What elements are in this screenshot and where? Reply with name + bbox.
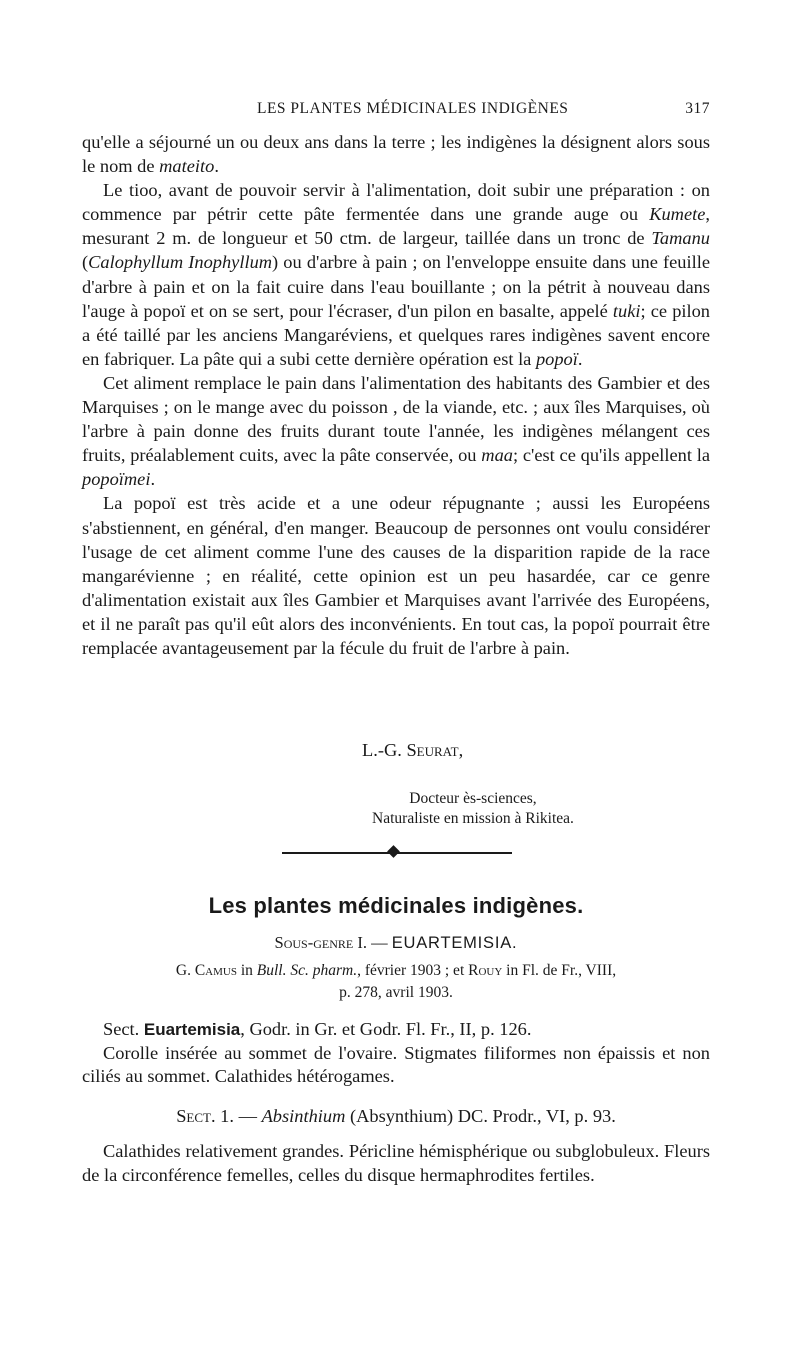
paragraph-2-text-d: ) ou d'arbre à pain ; on l'enveloppe ensuite dans une feuille d'arbre à pain et on la fait cuire dans l'eau bouillante ; on la pétrit à nouveau dans l'auge à popoï et on se sert, pour l'écraser, d'un pilon en basalte, appelé [82, 252, 710, 321]
term-mateito: mateito [159, 156, 215, 177]
paragraph-3-text-a: Cet aliment remplace le pain dans l'alimentation des habitants des Gambier et des Marquises ; on le mange avec du poisson , de la viande, etc. ; aux îles Marquises, où l'arbre à pain donne des fruits durant toute l'année, les indigènes mélangent ces fruits, préalablement cuits, avec la pâte conservée, ou [82, 372, 710, 466]
sect-heading [82, 1018, 710, 1042]
page-number: 317 [685, 100, 710, 117]
subgenus-label: Sous-genre I. [274, 933, 367, 952]
section-euartemisia [82, 1018, 710, 1089]
signature-surname: Seurat [406, 740, 459, 760]
paragraph-3-text-b: ; c'est ce qu'ils appellent la [512, 445, 710, 466]
article-body [82, 130, 710, 660]
ref-journal: Bull. Sc. pharm. [256, 962, 358, 979]
ref-initial: G. [175, 962, 191, 979]
ref-date: , février 1903 ; et [357, 962, 465, 979]
paragraph-1-end: . [214, 156, 219, 177]
sect-description: Corolle insérée au sommet de l'ovaire. Stigmates filiformes non épaissis et non ciliés au sommet. Calathides hétérogames. [82, 1042, 710, 1086]
paragraph-2 [82, 178, 710, 371]
paragraph-2-paren-open: ( [82, 252, 89, 273]
term-calophyllum: Calophyllum Inophyllum [88, 252, 273, 273]
sect-label: Sect. [103, 1019, 140, 1039]
signature-title-1: Docteur ès-sciences, [409, 790, 537, 807]
signature-comma: , [458, 740, 464, 760]
subgenus-heading [82, 933, 710, 953]
term-popoi: popoï [535, 348, 578, 369]
paragraph-3 [82, 371, 710, 491]
sect-1-name: Absinthium [261, 1106, 346, 1126]
paragraph-2-end: . [577, 348, 583, 369]
subgenus-reference [82, 960, 710, 1004]
paragraph-1-text: qu'elle a séjourné un ou deux ans dans la terre ; les indigènes la désignent alors sous le nom de [82, 132, 710, 177]
ref-in: in [240, 962, 253, 979]
signature-title-2: Naturaliste en mission à Rikitea. [372, 810, 574, 827]
sect-1-heading [82, 1106, 710, 1127]
term-tamanu: Tamanu [651, 228, 710, 249]
paragraph-1 [82, 130, 710, 178]
paragraph-2-text-b: , mesurant 2 m. de longueur et 50 ctm. de largeur, taillée dans un tronc de [82, 204, 710, 249]
term-popoimei: popoïmei [82, 469, 151, 490]
section-divider [282, 852, 512, 854]
paragraph-3-end: . [150, 469, 156, 490]
term-tuki: tuki [612, 300, 641, 321]
sect-1-label: Sect. 1. [176, 1106, 234, 1126]
running-title: LES PLANTES MÉDICINALES INDIGÈNES [257, 100, 569, 117]
diamond-ornament-icon [387, 845, 400, 858]
reference-line-2: p. 278, avril 1903. [339, 984, 453, 1001]
paragraph-2-text-e: ; ce pilon a été taillé par les anciens Mangaréviens, et quelques rares indigènes savent encore en fabriquer. La pâte qui a subi cette dernière opération est la [82, 300, 710, 369]
sect-name: Euartemisia [143, 1020, 241, 1039]
subgenus-name: EUARTEMISIA. [391, 934, 518, 952]
sect-1-citation: (Absynthium) DC. Prodr., VI, p. 93. [349, 1106, 616, 1126]
paragraph-4: La popoï est très acide et a une odeur répugnante ; aussi les Européens s'abstiennent, en général, d'en manger. Beaucoup de personnes ont voulu considérer l'usage de cet aliment comme l'une des causes de la disparition rapide de la race mangarévienne ; en réalité, cette opinion est un peu hasardée, car ce genre d'alimentation existait aux îles Gambier et Marquises avant l'arrivée des Européens, et il ne paraît pas qu'il eût alors des inconvénients. En tout cas, la popoï pourrait être remplacée avantageusement par la fécule du fruit de l'arbre à pain. [82, 493, 710, 658]
signature-name [362, 740, 463, 761]
term-maa: maa [481, 445, 513, 466]
ref-author-camus: Camus [194, 962, 237, 979]
ref-author-rouy: Rouy [468, 962, 503, 979]
term-kumete: Kumete [649, 204, 706, 225]
paragraph-2-text-a: Le tioo, avant de pouvoir servir à l'alimentation, doit subir une préparation : on commence par pétrir cette pâte fermentée dans une grande auge ou [82, 180, 710, 225]
sect-1-dash: — [238, 1106, 257, 1126]
sect-1-description-text: Calathides relativement grandes. Péricline hémisphérique ou subglobuleux. Fleurs de la circonférence femelles, celles du disque hermaphrodites fertiles. [82, 1141, 710, 1185]
subgenus-dash: — [371, 933, 388, 952]
section-title: Les plantes médicinales indigènes. [208, 893, 584, 918]
sect-1-description [82, 1140, 710, 1187]
ref-flora: in Fl. de Fr., VIII, [506, 962, 617, 979]
sect-citation: , Godr. in Gr. et Godr. Fl. Fr., II, p. 126. [240, 1019, 532, 1039]
reference-line-1 [82, 960, 710, 982]
signature-initials: L.-G. [362, 740, 402, 760]
